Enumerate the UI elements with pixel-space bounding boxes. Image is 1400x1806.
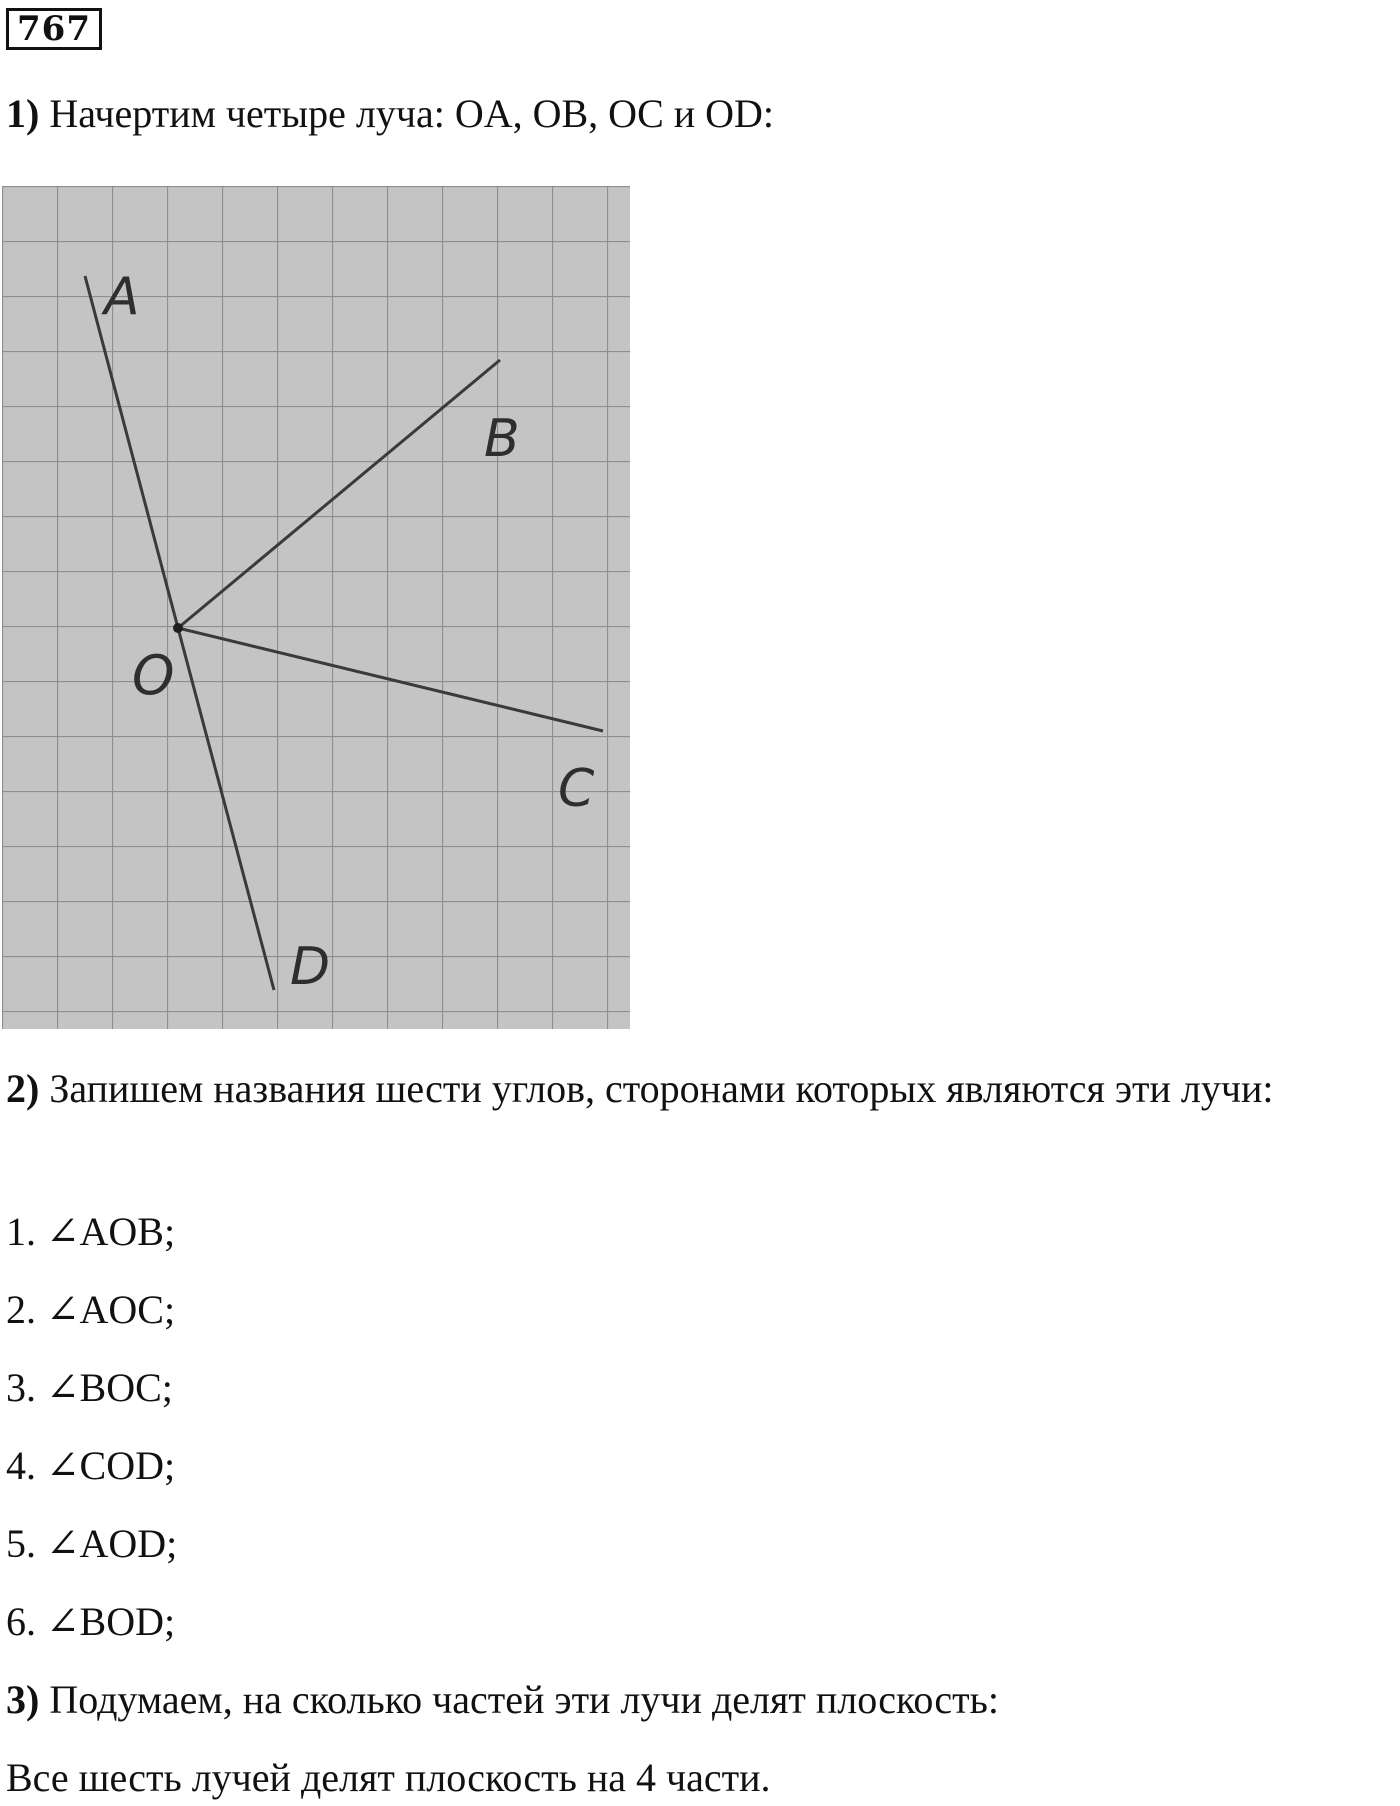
angle-item: 5. ∠AOD; [6,1521,178,1566]
conclusion-text: Все шесть лучей делят плоскость на 4 части. [6,1755,771,1800]
angle-item: 6. ∠BOD; [6,1599,176,1644]
step3-text: Подумаем, на сколько частей эти лучи делят плоскость: [49,1677,999,1722]
problem-number: 767 [6,8,102,50]
angle-item: 3. ∠BOC; [6,1365,173,1410]
label-o: O [132,644,175,707]
step1-paragraph [6,90,774,138]
grid-paper [2,186,630,1029]
label-a: A [104,267,140,327]
angle-item: 2. ∠AOC; [6,1287,176,1332]
angle-item: 4. ∠COD; [6,1443,176,1488]
label-c: C [558,759,595,819]
rays-figure [2,186,630,1029]
step2-text: Запишем названия шести углов, сторонами которых являются эти лучи: [49,1066,1274,1111]
step2-number: 2) [6,1066,40,1111]
step3-paragraph [6,1676,999,1724]
step1-number: 1) [6,91,40,136]
point-o [173,623,183,633]
label-b: B [484,409,520,469]
step1-text: Начертим четыре луча: OA, OB, OC и OD: [49,91,775,136]
angle-item: 1. ∠AOB; [6,1209,176,1254]
label-d: D [290,937,331,997]
rays-figure-svg [2,186,630,1029]
step2-paragraph [6,1060,1394,1118]
step3-number: 3) [6,1677,40,1722]
